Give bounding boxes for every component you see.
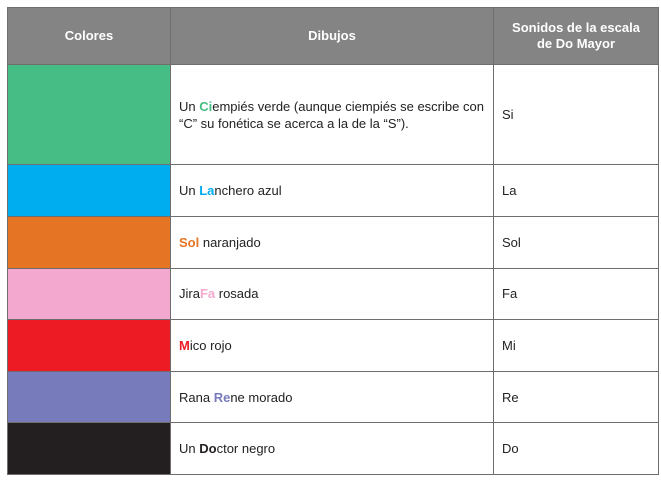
syllable-highlight: Do <box>199 441 217 457</box>
description-prefix: Un <box>179 183 200 199</box>
table-row <box>8 268 659 320</box>
syllable-highlight: Re <box>213 389 231 405</box>
table-row <box>8 371 659 423</box>
color-swatch <box>8 320 171 372</box>
color-swatch <box>8 371 171 423</box>
drawing-description <box>171 165 494 217</box>
description-prefix: Jira <box>179 286 200 302</box>
description-suffix: rosada <box>215 286 259 302</box>
drawing-description <box>171 268 494 320</box>
header-colores: Colores <box>8 8 171 65</box>
syllable-highlight: Fa <box>199 286 216 302</box>
description-suffix: ne morado <box>230 389 293 405</box>
scale-note: Si <box>494 65 659 165</box>
drawing-description <box>171 320 494 372</box>
color-scale-table <box>7 7 659 475</box>
description-suffix: ctor negro <box>216 441 276 457</box>
description-prefix: Un <box>179 98 200 114</box>
syllable-highlight: La <box>199 183 215 199</box>
color-swatch <box>8 65 171 165</box>
color-swatch <box>8 165 171 217</box>
description-suffix: empiés verde (aunque ciempiés se escribe con “C” su fonética se acerca a la de la “S”). <box>179 98 484 131</box>
drawing-description <box>171 371 494 423</box>
header-row <box>8 8 659 65</box>
scale-note: Re <box>494 371 659 423</box>
scale-note: Sol <box>494 216 659 268</box>
drawing-description <box>171 216 494 268</box>
table-row <box>8 320 659 372</box>
scale-note: Fa <box>494 268 659 320</box>
table-row <box>8 165 659 217</box>
table-row <box>8 423 659 475</box>
syllable-highlight: M <box>179 337 190 353</box>
description-prefix: Un <box>179 441 200 457</box>
table-row <box>8 65 659 165</box>
drawing-description <box>171 65 494 165</box>
drawing-description <box>171 423 494 475</box>
scale-note: Do <box>494 423 659 475</box>
color-swatch <box>8 216 171 268</box>
description-suffix: ico rojo <box>189 337 232 353</box>
color-swatch <box>8 423 171 475</box>
color-swatch <box>8 268 171 320</box>
description-prefix: Rana <box>179 389 214 405</box>
header-dibujos: Dibujos <box>171 8 494 65</box>
syllable-highlight: Sol <box>179 234 200 250</box>
scale-note: La <box>494 165 659 217</box>
table-row <box>8 216 659 268</box>
description-suffix: naranjado <box>199 234 261 250</box>
syllable-highlight: Ci <box>199 98 213 114</box>
description-suffix: nchero azul <box>214 183 282 199</box>
header-sonidos: Sonidos de la escala de Do Mayor <box>494 8 659 65</box>
scale-note: Mi <box>494 320 659 372</box>
